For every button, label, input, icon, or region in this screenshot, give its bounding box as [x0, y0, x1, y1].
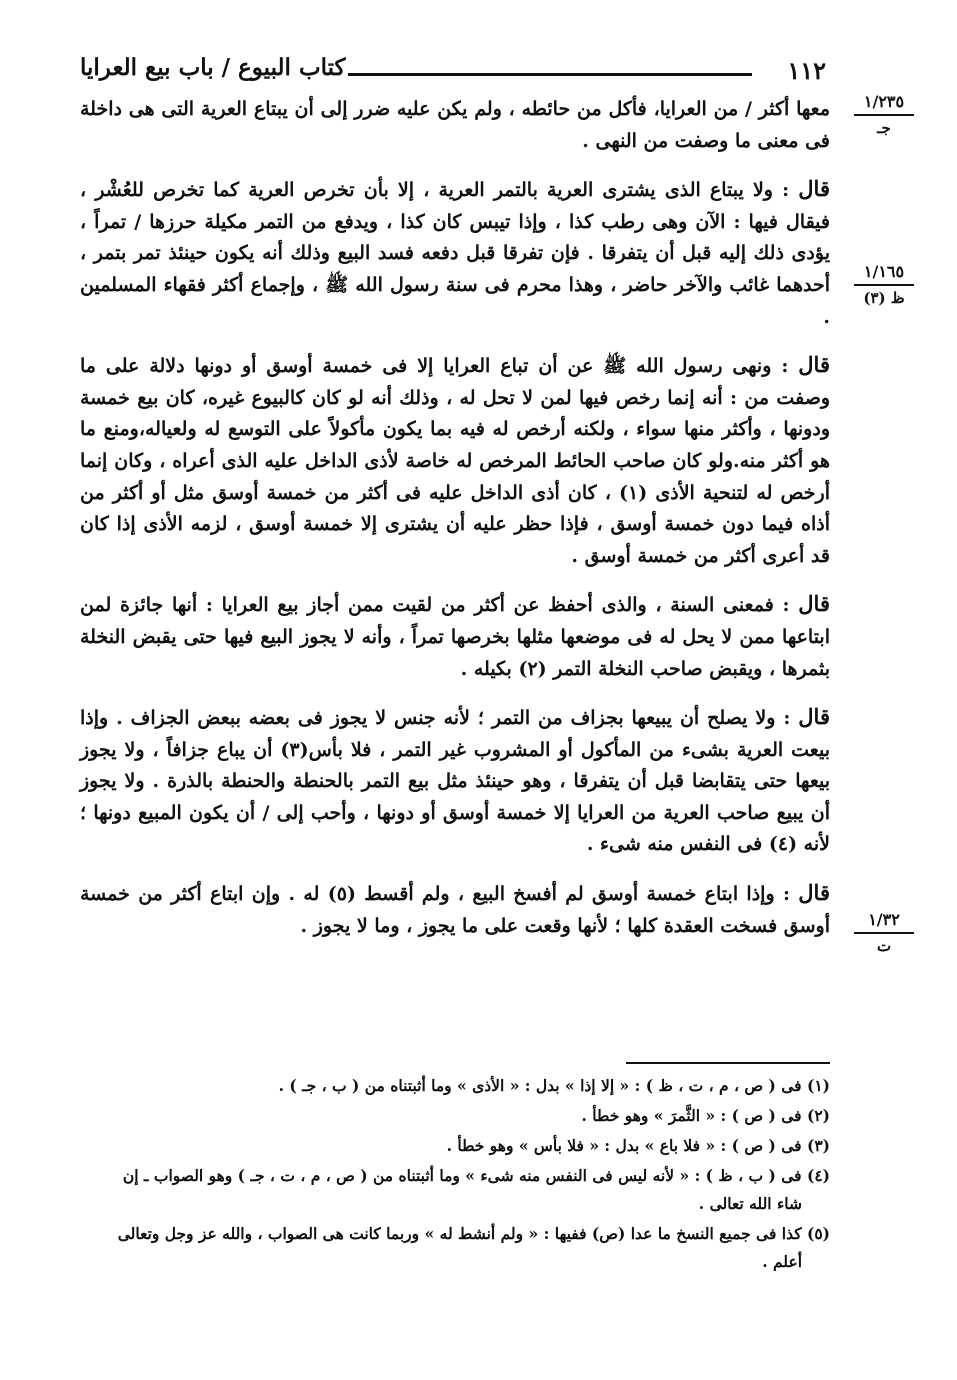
paragraph [80, 701, 830, 861]
paragraph-lead: قال [798, 176, 830, 202]
paragraph [80, 173, 830, 333]
footnote-text: (٢) فى ( ص ) : « الثَّمرَ » وهو خطأ . [581, 1106, 830, 1125]
footnote-text: (٣) فى ( ص ) : « فلا باع » بدل : « فلا بأس » وهو خطأ . [446, 1136, 830, 1155]
main-text [80, 92, 830, 958]
margin-ref-bottom: جـ [877, 119, 891, 137]
margin-ref-1 [854, 92, 914, 137]
paragraph-text: : ولا يصلح أن يبيعها بجزاف من التمر ؛ لأنه جنس لا يجوز فى بعضه ببعض الجزاف . وإذا بيعت العرية بشىء من المأكول أو المشروب غير التمر ، فلا بأس(٣) أن يباع جزافاً ، ولا يجوز بيعها حتى يتقابضا قبل أن يتفرقا ، وهو حينئذ مثل بيع التمر بالحنطة والحنطة بالذرة . ولا يجوز أن يبيع صاحب العرية من العرايا إلا خمسة أوسق أو دونها ، وأحب إلى / أن يكون المبيع دونها ؛ لأنه (٤) فى النفس منه شىء . [80, 707, 831, 856]
paragraph-text: : وإذا ابتاع خمسة أوسق لم أفسخ البيع ، ولم أقسط (٥) له . وإن ابتاع أكثر من خمسة أوسق فسخت العقدة كلها ؛ لأنها وقعت على ما يجوز ، وما لا يجوز . [80, 883, 830, 937]
paragraph-text: معها أكثر / من العرايا، فأكل من حائطه ، ولم يكن عليه ضرر إلى أن يبتاع العرية التى هى داخلة فى معنى ما وصفت من النهى . [80, 98, 830, 152]
paragraph-lead: قال [798, 704, 830, 730]
footnote-continuation: أعلم . [762, 1252, 802, 1271]
paragraph [80, 92, 830, 157]
paragraph-text: : ونهى رسول الله ﷺ عن أن تباع العرايا إلا فى خمسة أوسق أو دونها دلالة على ما وصفت من : أنه إنما رخص فيها لمن لا تحل له ، وذلك أنه لو كان كالبيوع غيره، كان بيع خمسة ودونها ، وأكثر منها سواء ، ولكنه أرخص له فيه بما يكون مأكولاً على التوسع له ولعياله،ومنع ما هو أكثر منه.ولو كان صاحب الحائط المرخص له خاصة لأذى الداخل عليه الذى أعراه ، وكان إنما أرخص له لتنحية الأذى (١) ، كان أذى الداخل عليه فى أكثر من خمسة أوسق مثل أو أكثر من أذاه فيما دون خمسة أوسق ، فإذا حظر عليه أن يشترى إلا خمسة أوسق ، لزمه الأذى إذا كان قد أعرى أكثر من خمسة أوسق . [80, 355, 830, 567]
paragraph-lead: قال [798, 352, 830, 378]
footnote-text: (١) فى ( ص ، م ، ت ، ظ ) : « إلا إذا » بدل : « الأذى » وما أثبتناه من ( ب ، جـ ) . [278, 1076, 830, 1095]
footnote-text: (٤) فى ( ب ، ظ ) : « لأنه ليس فى النفس منه شىء » وما أثبتناه من ( ص ، م ، ت ، جـ ) وهو الصواب ـ إن [122, 1166, 830, 1185]
paragraph-lead: قال [798, 591, 830, 617]
footnote [80, 1220, 830, 1276]
footnote [80, 1132, 830, 1160]
paragraph-text: : فمعنى السنة ، والذى أحفظ عن أكثر من لقيت ممن أجاز بيع العرايا : أنها جائزة لمن ابتاعها ممن لا يحل له فى موضعها مثلها بخرصها تمراً ، وأنه لا يجوز البيع فيها حتى يقبض النخلة بثمرها ، ويقبض صاحب النخلة التمر (٢) بكيله . [80, 594, 830, 680]
footnote [80, 1072, 830, 1100]
footnote [80, 1102, 830, 1130]
header-rule [348, 73, 752, 76]
footnote-text: (٥) كذا فى جميع النسخ ما عدا (ص) ففيها : « ولم أنشط له » وربما كانت هى الصواب ، والله عز وجل وتعالى [117, 1224, 830, 1243]
margin-ref-top: ١/٢٣٥ [854, 92, 914, 116]
footnote-rule [626, 1062, 830, 1064]
margin-ref-bottom: ت [876, 937, 892, 955]
paragraph-lead: قال [798, 880, 830, 906]
margin-ref-top: ١/٣٢ [854, 910, 914, 934]
margin-ref-2 [854, 262, 914, 307]
paragraph [80, 588, 830, 685]
margin-ref-bottom: ظ (٣) [863, 289, 905, 307]
paragraph [80, 349, 830, 572]
margin-ref-3 [854, 910, 914, 955]
page-number: ١١٢ [787, 56, 826, 85]
paragraph [80, 877, 830, 942]
footnote-continuation: شاء الله تعالى . [698, 1194, 802, 1213]
paragraph-text: : ولا يبتاع الذى يشترى العرية بالتمر العرية ، إلا بأن تخرص العرية كما تخرص للعُشْر ، فيقال فيها : الآن وهى رطب كذا ، وإذا تيبس كان كذا ، ويدفع من التمر مكيلة حرزها / تمراً ، يؤدى ذلك إليه قبل أن يتفرقا . فإن تفرقا قبل دفعه فسد البيع وذلك أنه يكون حينئذ تمر بتمر ، أحدهما غائب والآخر حاضر ، وهذا محرم فى سنة رسول الله ﷺ ، وإجماع أكثر فقهاء المسلمين . [80, 179, 830, 328]
footnote [80, 1162, 830, 1218]
margin-ref-top: ١/١٦٥ [854, 262, 914, 286]
footnotes [80, 1072, 830, 1278]
page-header [80, 50, 830, 90]
running-title: كتاب البيوع / باب بيع العرايا [80, 54, 346, 81]
